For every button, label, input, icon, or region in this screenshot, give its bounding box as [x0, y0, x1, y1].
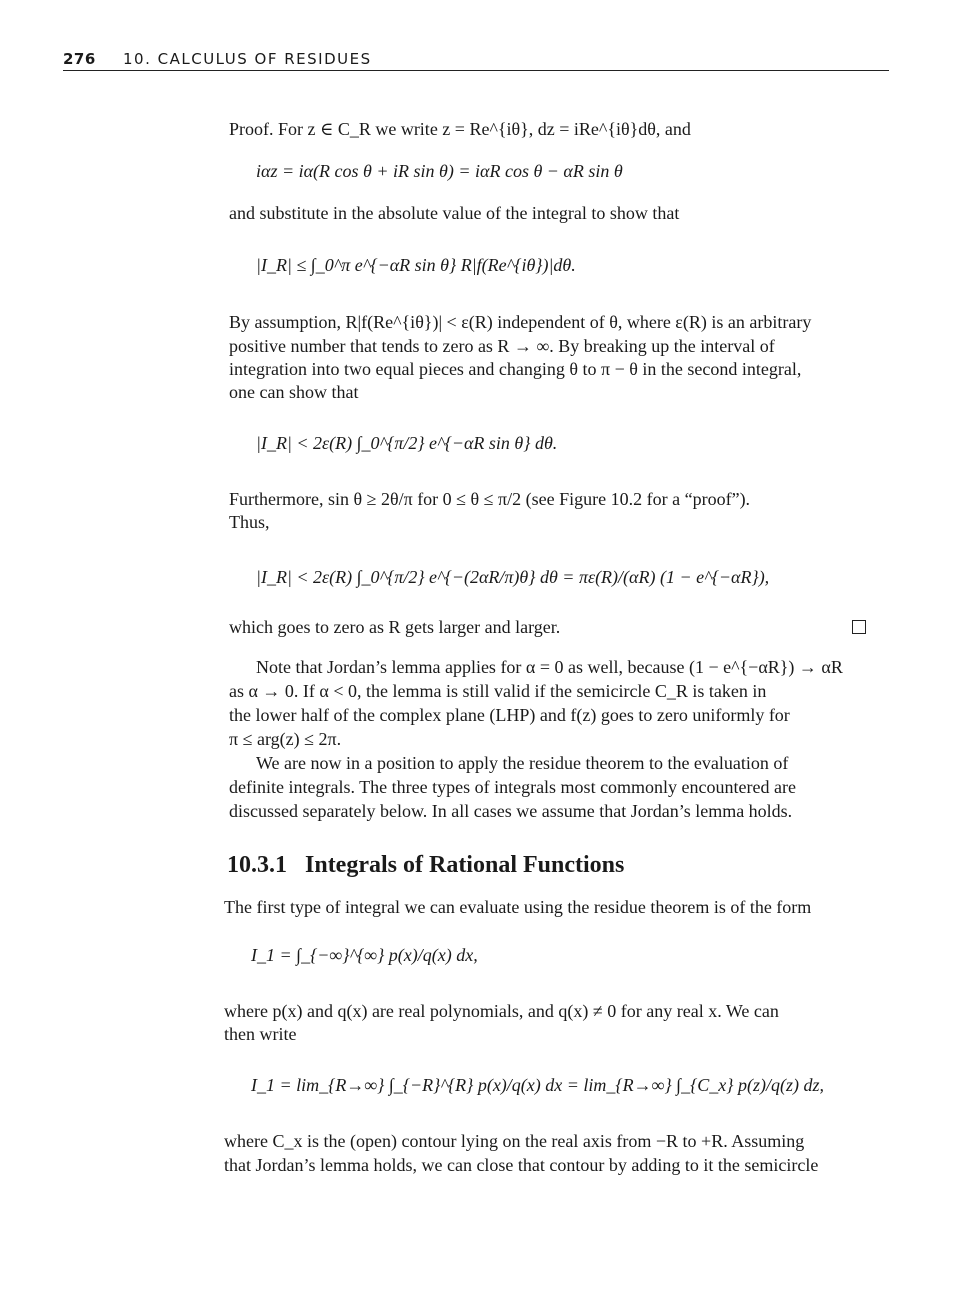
proof-conclusion: which goes to zero as R gets larger and larger.	[229, 617, 561, 637]
equation-I1: I_1 = ∫_{−∞}^{∞} p(x)/q(x) dx,	[251, 945, 478, 965]
apply-line: definite integrals. The three types of integrals most commonly encountered are	[229, 777, 796, 797]
proof-para-line: By assumption, R|f(Re^{iθ})| < ε(R) independent of θ, where ε(R) is an arbitrary	[229, 312, 812, 332]
note-line: as α → 0. If α < 0, the lemma is still valid if the semicircle C_R is taken in	[229, 681, 767, 701]
first-type-text: The first type of integral we can evaluate using the residue theorem is of the form	[224, 897, 812, 917]
proof-substitute: and substitute in the absolute value of the integral to show that	[229, 203, 680, 223]
section-title: Integrals of Rational Functions	[305, 852, 625, 878]
section-number: 10.3.1	[227, 852, 287, 878]
running-head: 10. CALCULUS OF RESIDUES	[123, 50, 372, 68]
apply-line: We are now in a position to apply the residue theorem to the evaluation of	[256, 753, 789, 773]
proof-para-line: positive number that tends to zero as R → ∞. By breaking up the interval of	[229, 336, 775, 356]
note-line: π ≤ arg(z) ≤ 2π.	[229, 729, 342, 749]
equation-I1-limit: I_1 = lim_{R→∞} ∫_{−R}^{R} p(x)/q(x) dx = lim_{R→∞} ∫_{C_x} p(z)/q(z) dz,	[251, 1075, 824, 1095]
proof-para-line: one can show that	[229, 382, 359, 402]
section-heading	[227, 852, 624, 879]
inequality-2: |I_R| < 2ε(R) ∫_0^{π/2} e^{−αR sin θ} dθ.	[256, 433, 558, 453]
where-line: where p(x) and q(x) are real polynomials, and q(x) ≠ 0 for any real x. We can	[224, 1001, 779, 1021]
proof-intro: Proof. For z ∈ C_R we write z = Re^{iθ}, dz = iRe^{iθ}dθ, and	[229, 119, 691, 139]
inequality-3: |I_R| < 2ε(R) ∫_0^{π/2} e^{−(2αR/π)θ} dθ = πε(R)/(αR) (1 − e^{−αR}),	[256, 567, 770, 587]
final-line: that Jordan’s lemma holds, we can close that contour by adding to it the semicircle	[224, 1155, 819, 1175]
page-header	[63, 48, 889, 71]
note-line: Note that Jordan’s lemma applies for α = 0 as well, because (1 − e^{−αR}) → αR	[256, 657, 843, 677]
apply-line: discussed separately below. In all cases we assume that Jordan’s lemma holds.	[229, 801, 793, 821]
qed-box	[852, 620, 866, 634]
proof-para-line: integration into two equal pieces and changing θ to π − θ in the second integral,	[229, 359, 802, 379]
final-line: where C_x is the (open) contour lying on the real axis from −R to +R. Assuming	[224, 1131, 805, 1151]
page-number: 276	[63, 50, 96, 68]
furthermore-line: Furthermore, sin θ ≥ 2θ/π for 0 ≤ θ ≤ π/2 (see Figure 10.2 for a “proof”).	[229, 489, 751, 509]
where-line: then write	[224, 1024, 297, 1044]
furthermore-line: Thus,	[229, 512, 270, 532]
inequality-1: |I_R| ≤ ∫_0^π e^{−αR sin θ} R|f(Re^{iθ})|dθ.	[256, 255, 576, 275]
equation-iaz: iαz = iα(R cos θ + iR sin θ) = iαR cos θ − αR sin θ	[256, 161, 623, 181]
note-line: the lower half of the complex plane (LHP) and f(z) goes to zero uniformly for	[229, 705, 790, 725]
